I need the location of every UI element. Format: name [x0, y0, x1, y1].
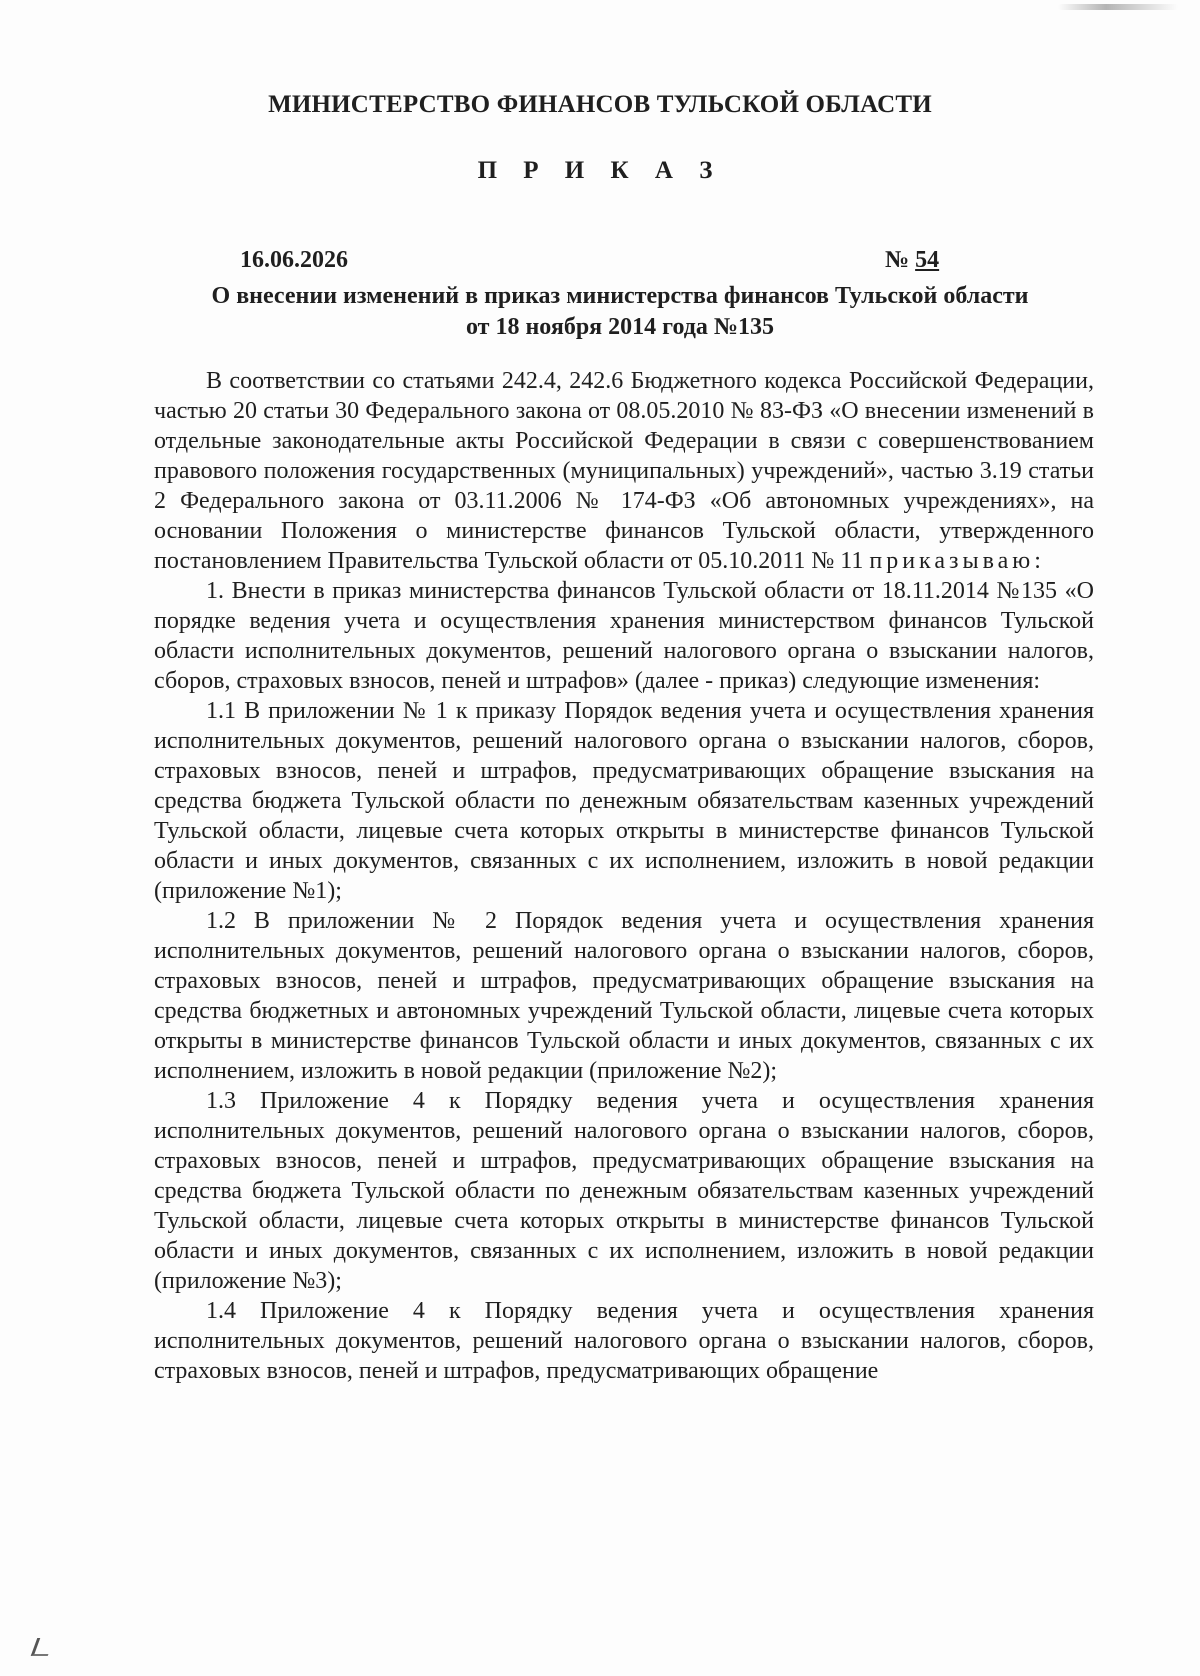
order-subject: [140, 281, 1100, 343]
subject-line-1: О внесении изменений в приказ министерства финансов Тульской области: [211, 283, 1029, 309]
subject-line-2: от 18 ноября 2014 года №135: [465, 314, 775, 340]
scan-artifact: [1058, 4, 1178, 10]
number-value: 54: [915, 247, 940, 273]
order-word: приказываю:: [869, 548, 1045, 574]
item-1-3: 1.3 Приложение 4 к Порядку ведения учета и осуществления хранения исполнительных документов, решений налогового органа о взыскании налогов, сборов, страховых взносов, пеней и штрафов, предусматривающих обращение взыскания на средства бюджета Тульской области по денежным обязательствам казенных учреждений Тульской области, лицевые счета которых открыты в министерстве финансов Тульской области и иных документов, связанных с их исполнением, изложить в новой редакции (приложение №3);: [154, 1088, 1094, 1294]
scan-corner-artifact: [31, 1638, 55, 1656]
order-date: 16.06.2026: [240, 247, 348, 273]
item-1: 1. Внести в приказ министерства финансов Тульской области от 18.11.2014 №135 «О порядке ведения учета и осуществления хранения министерством финансов Тульской области исполнительных документов, решений налогового органа о взыскании налогов, сборов, страховых взносов, пеней и штрафов» (далее - приказ) следующие изменения:: [154, 578, 1094, 694]
item-1-2: 1.2 В приложении № 2 Порядок ведения учета и осуществления хранения исполнительных документов, решений налогового органа о взыскании налогов, сборов, страховых взносов, пеней и штрафов, предусматривающих обращение взыскания на средства бюджетных и автономных учреждений Тульской области, лицевые счета которых открыты в министерстве финансов Тульской области и иных документов, связанных с их исполнением, изложить в новой редакции (приложение №2);: [154, 908, 1094, 1084]
item-1-1: 1.1 В приложении № 1 к приказу Порядок ведения учета и осуществления хранения исполнительных документов, решений налогового органа о взыскании налогов, сборов, страховых взносов, пеней и штрафов, предусматривающих обращение взыскания на средства бюджета Тульской области по денежным обязательствам казенных учреждений Тульской области, лицевые счета которых открыты в министерстве финансов Тульской области и иных документов, связанных с их исполнением, изложить в новой редакции (приложение №1);: [154, 698, 1094, 904]
document-type: П Р И К А З: [477, 157, 723, 184]
item-1-4: 1.4 Приложение 4 к Порядку ведения учета и осуществления хранения исполнительных документов, решений налогового органа о взыскании налогов, сборов, страховых взносов, пеней и штрафов, предусматривающих обращение: [154, 1298, 1094, 1384]
number-sign: №: [885, 247, 910, 273]
order-number: [885, 247, 939, 274]
preamble-text: В соответствии со статьями 242.4, 242.6 Бюджетного кодекса Российской Федерации, частью 20 статьи 30 Федерального закона от 08.05.2010 № 83-ФЗ «О внесении изменений в отдельные законодательные акты Российской Федерации в связи с совершенствованием правового положения государственных (муниципальных) учреждений», частью 3.19 статьи 2 Федерального закона от 03.11.2006 № 174-ФЗ «Об автономных учреждениях», на основании Положения о министерстве финансов Тульской области, утвержденного постановлением Правительства Тульской области от 05.10.2011 № 11: [154, 368, 1094, 574]
preamble-paragraph: [154, 366, 1094, 576]
ministry-title: МИНИСТЕРСТВО ФИНАНСОВ ТУЛЬСКОЙ ОБЛАСТИ: [268, 91, 932, 118]
order-body: [154, 366, 1094, 1386]
